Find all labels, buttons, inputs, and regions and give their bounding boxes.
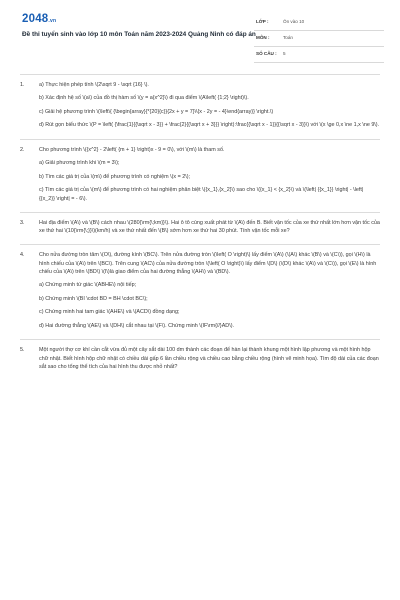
question-block (20, 140, 380, 213)
question-text: c) Giải hệ phương trình \(\left\{ {\begin{array}{*{20}{c}}{2x + y = 7}\\{x - 2y = - 4}\end{array}} \right.\) (39, 108, 274, 115)
question-text: b) Tìm các giá trị của \(m\) để phương trình có nghiệm \(x = 2\); (39, 173, 191, 180)
meta-value: Toán (281, 30, 384, 46)
meta-value: 5 (281, 46, 384, 62)
question-number: 5. (20, 347, 25, 354)
question-body (39, 219, 380, 236)
question-body (39, 346, 380, 371)
question-text: a) Chứng minh tứ giác \(ABHE\) nội tiếp; (39, 282, 137, 289)
question-number: 1. (20, 82, 25, 88)
logo-main: 2048 (22, 13, 49, 25)
questions-container (20, 75, 380, 380)
question-list (20, 74, 380, 380)
page-title: Đề thi tuyển sinh vào lớp 10 môn Toán năm 2023-2024 Quảng Ninh có đáp án (22, 31, 256, 38)
question-text: d) Hai đường thẳng \(AE\) và \(DH\) cắt nhau tại \(F\). Chứng minh \(IF\rm{//}AD\). (39, 322, 234, 329)
logo-suffix: .vn (48, 18, 57, 24)
meta-label: SỐ CÂU : (254, 46, 281, 62)
question-body (39, 251, 380, 330)
question-text: Một người thợ cơ khí cần cắt vừa đủ một cây sắt dài 100 dm thành các đoạn để hàn lại thành khung một hình lập phương và một hình hộp chữ nhật. Biết hình hộp chữ nhật có chiều dài gấp 6 lần chiều rộng và chiều cao bằng chiều rộng (hình vẽ minh họa). Tìm độ dài của các đoạn sắt sao cho tổng thể tích của hai hình thu được nhỏ nhất? (39, 347, 379, 370)
question-block (20, 75, 380, 140)
meta-label: LỚP : (254, 14, 281, 30)
question-text: a) Thực hiện phép tính \(2\sqrt 9 - \sqrt {16} \). (39, 82, 149, 88)
question-body (39, 81, 380, 130)
question-text: c) Chứng minh hai tam giác \(AHE\) và \(ACD\) đồng dạng; (39, 309, 180, 316)
meta-value: Ôn vào 10 (281, 14, 384, 30)
meta-label: MÔN : (254, 30, 281, 46)
meta-row-class (254, 14, 384, 30)
question-text: d) Rút gọn biểu thức \(P = \left( {\frac{1}{{\sqrt x - 3}} + \frac{2}{{\sqrt x + 3}}} \right):\frac{{\sqrt x - 1}}{{\sqrt x - 3}}\) với \(x \ge 0,x \ne 1,x \ne 9\). (39, 122, 380, 129)
question-block (20, 340, 380, 380)
question-body (39, 146, 380, 203)
question-text: a) Giải phương trình khi \(m = 3\); (39, 160, 120, 167)
question-text: Cho nửa đường tròn tâm \(O\), đường kính \(BC\). Trên nửa đường tròn \(\left( O \right)\) lấy điểm \(A\) (\(A\) khác \(B\) và \(C\)), gọi \(H\) là hình chiếu của \(A\) trên \(BC\). Trên cung \(AC\) của nửa đường tròn \(\left( O \right)\) lấy điểm \(D\) (\(D\) khác \(A\) và \(C\)), gọi \(E\) là hình chiếu của \(A\) trên \(BD\) \(I\)là giao điểm của hai đường thẳng \(AH\) và \(BD\). (39, 252, 377, 275)
question-block (20, 245, 380, 340)
meta-row-count (254, 46, 384, 62)
question-number: 2. (20, 146, 25, 153)
question-number: 3. (20, 219, 25, 226)
question-text: b) Xác định hệ số \(a\) của đồ thị hàm số \(y = a{x^2}\) đi qua điểm \(A\left( {1;2} \right)\). (39, 95, 249, 102)
question-text: Cho phương trình \({x^2} - 2\left( {m + 1} \right)x - 9 = 0\), với \(m\) là tham số. (39, 146, 225, 153)
question-text: c) Tìm các giá trị của \(m\) để phương trình có hai nghiệm phân biệt \({x_1},{x_2}\) sao cho \({x_1} < {x_2}\) và \(\left| {{x_1}} \right| - \left| {{x_2}} \right| = - 6\). (39, 187, 364, 202)
question-number: 4. (20, 252, 25, 259)
meta-table (254, 14, 384, 63)
site-logo[interactable] (22, 13, 56, 25)
question-text: b) Chứng minh \(BI \cdot BD = BH \cdot BC\); (39, 295, 148, 302)
question-block (20, 213, 380, 246)
meta-row-subject (254, 30, 384, 46)
header (0, 0, 400, 62)
question-text: Hai địa điểm \(A\) và \(B\) cách nhau \(280{\rm{\;km}}\). Hai ô tô cùng xuất phát từ \(A\) đến B. Biết vận tốc của xe thứ nhất lớn hơn vận tốc của xe thứ hai \(10{\rm{\;}}\)(km/h) và xe thứ nhất đến \(B\) sớm hơn xe thứ hai 30 phút. Tính vận tốc mỗi xe? (39, 219, 380, 235)
